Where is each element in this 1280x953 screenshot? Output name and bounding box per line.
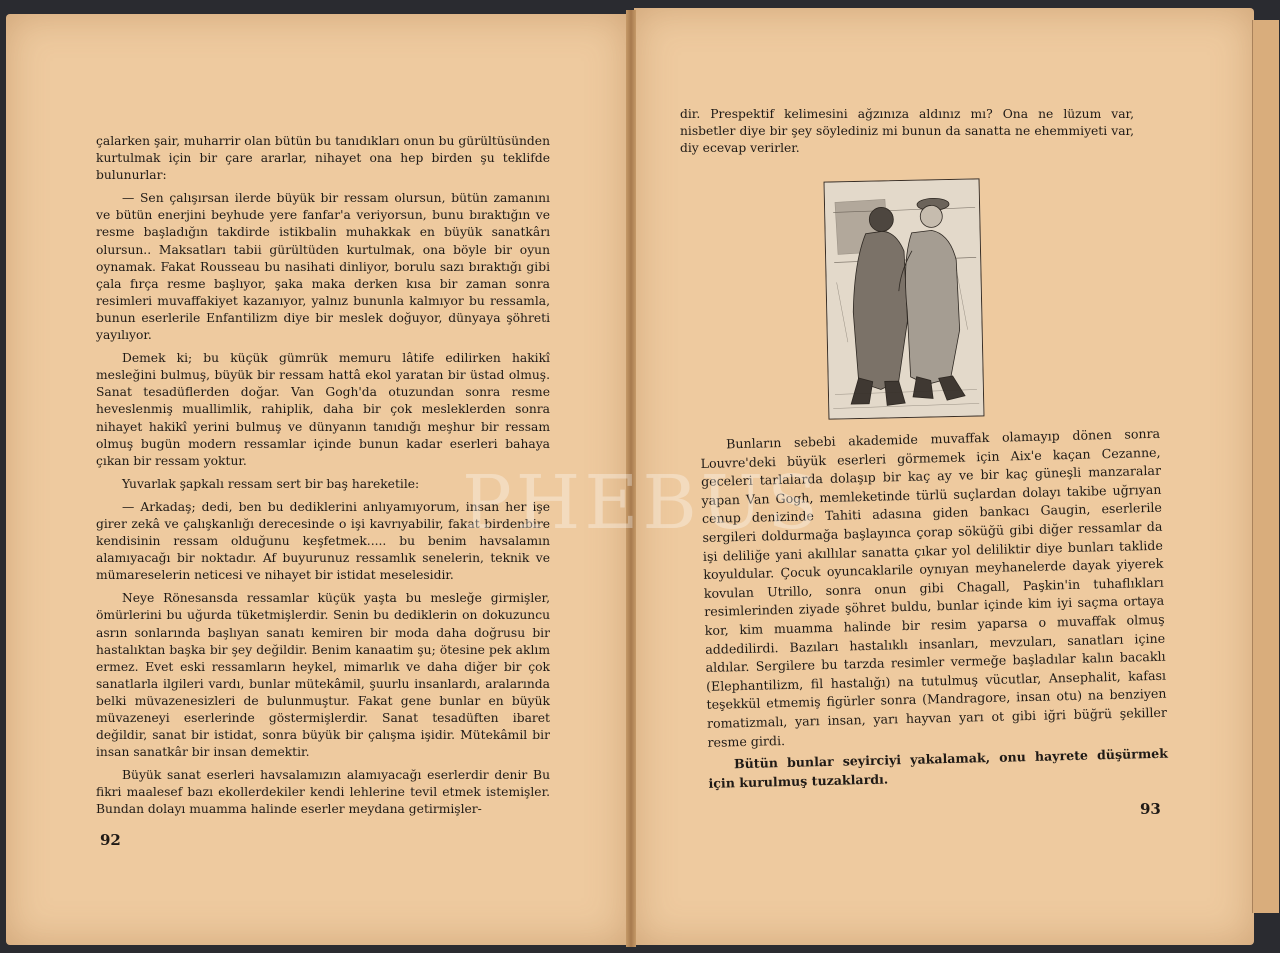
right-page-lower-text [700,425,1169,797]
page-number-right: 93 [1140,800,1161,818]
paragraph: — Sen çalışırsan ilerde büyük bir ressam olursun, bütün zamanını ve bütün enerjini beyhude yere fanfar'a veriyorsun, bunu bıraktığın ve resme başladığın takdirde istikbalin muhakkak en büyük sanatkârı olursun.. Maksatları tabii gürültüden kurtulmak, ona böyle bir oyun oynamak. Fakat Rousseau bu nasihati dinliyor, borulu sazı bıraktığı gibi çala fırça resme başlıyor, şaka maka derken kısa bir zaman sonra resimleri muvaffakiyet kazanıyor, yalnız bununla kalmıyor bu ressamla, bunun eserlerile Enfantilizm diye bir meslek doğuyor, dünyaya şöhreti yayılıyor. [96,191,550,343]
paragraph: dir. Prespektif kelimesini ağzınıza aldınız mı? Ona ne lüzum var, nisbetler diye bir şey söylediniz mi bunun da sanatta ne ehemmiyeti var, diy ecevap verirler. [680,107,1134,156]
page-number-left: 92 [100,831,121,849]
paragraph: Büyük sanat eserleri havsalamızın alamıyacağı eserlerdir denir Bu fikri maalesef bazı ekollerdekiler kendi lehlerine tevil etmek istemişler. Bundan dolayı muamma halinde eserler meydana getirmişler- [96,768,550,817]
watermark: PHEBUS [462,460,822,546]
illustration-two-figures [824,178,985,419]
paragraph: — Arkadaş; dedi, ben bu dediklerini anlıyamıyorum, insan her işe girer zekâ ve çalışkanlığı derecesinde o işi kavrıyabilir, fakat birdenbire kendisinin ressam olduğunu keşfetmek..... bu benim havsalamın alamıyacağı bir noktadır. Af buyurunuz ressamlık senelerin, teknik ve mümareselerin neticesi ve nihayet bir istidat meselesidir. [96,499,550,583]
paragraph: Demek ki; bu küçük gümrük memuru lâtife edilirken hakikî mesleğini bulmuş, büyük bir ressam hattâ ekol yaratan bir üstad olmuş. Sanat tesadüflerden doğar. Van Gogh'da otuzundan sonra resme heveslenmiş muallimlik, rahiplik, daha bir çok mesleklerden sonra nihayet hakikî yerini bulmuş ve dünyanın tanıdığı meşhur bir ressam olmuş bugün modern ressamlar içinde bunun kadar eserleri bahaya çıkan bir ressam yoktur. [96,351,550,468]
paragraph: Bunların sebebi akademide muvaffak olamayıp dönen sonra Louvre'deki büyük eserleri görmemek için Aix'e kaçan Cezanne, geceleri tarlalarda dolaşıp bir kaç ay ve bir kaç güneşli manzaralar yapan Van Gogh, memleketinde türlü suçlardan dolayı takibe uğrıyan cenup denizinde Tahiti adasına giden bankacı Gaugin, eserlerile sergileri doldurmağa başlayınca çorap söküğü gibi diğer ressamlar da işi deliliğe yani akıllılar sanatta çıkar yol deliliktir diye bunları taklide koyuldular. Çocuk oyuncaklarile oynıyan meyhanelerde dayak yiyerek kovulan Utrillo, sonra onun gibi Chagall, Paşkin'in tuhaflıkları resimlerinden ziyade şöhret buldu, bunlar içinde kim iyi saçma ortaya kor, kim muamma halinde bir resim yaparsa o muvaffak olmuş addedilirdi. Bazıları hastalıklı insanları, mevzuları, sanatları içine aldılar. Sergilere bu tarzda resimler vermeğe başladılar kalın bacaklı (Elephantilizm, fil hastalığı) na tutulmuş vücutlar, Ansephalit, kafası teşekkül etmemiş figürler sonra (Mandragore, insan otu) na benziyen romatizmalı, yarı insan, yarı hayvan yarı ot gibi iğri büğrü şekiller resme girdi. [700,425,1168,750]
page-edge [1252,20,1279,913]
paragraph: çalarken şair, muharrir olan bütün bu tanıdıkları onun bu gürültüsünden kurtulmak için bir çare ararlar, nihayet ona hep birden şu teklifde bulunurlar: [96,134,550,183]
left-page-text [96,133,550,825]
paragraph: Bütün bunlar seyirciyi yakalamak, onu hayrete düşürmek için kurulmuş tuzaklardı. [708,745,1169,791]
right-page-top-text [680,106,1134,163]
right-page-content [634,8,1254,945]
paragraph: Neye Rönesansda ressamlar küçük yaşta bu mesleğe girmişler, ömürlerini bu uğurda tüketmişlerdir. Senin bu dediklerin on dokuzuncu asrın sonlarında başlıyan sanatı kemiren bir moda daha doğrusu bir hastalıktan başka bir şey değildir. Benim kanaatim şu; ötesine pek aklım ermez. Evet eski ressamların heykel, mimarlık ve daha diğer bir çok sanatlarla ilgileri vardı, bunlar mütekâmil, şuurlu insanlardı, aralarında belki müvazenesizleri de bulunmuştur. Fakat gene bunlar en büyük müvazeneyi eserlerinde göstermişlerdir. Sanat tesadüften ibaret değildir, sanat bir istidat, sonra büyük bir çalışma işidir. Mütekâmil bir insan sanatkâr bir insan demektir. [96,591,550,760]
paragraph: Yuvarlak şapkalı ressam sert bir baş hareketile: [122,476,420,491]
